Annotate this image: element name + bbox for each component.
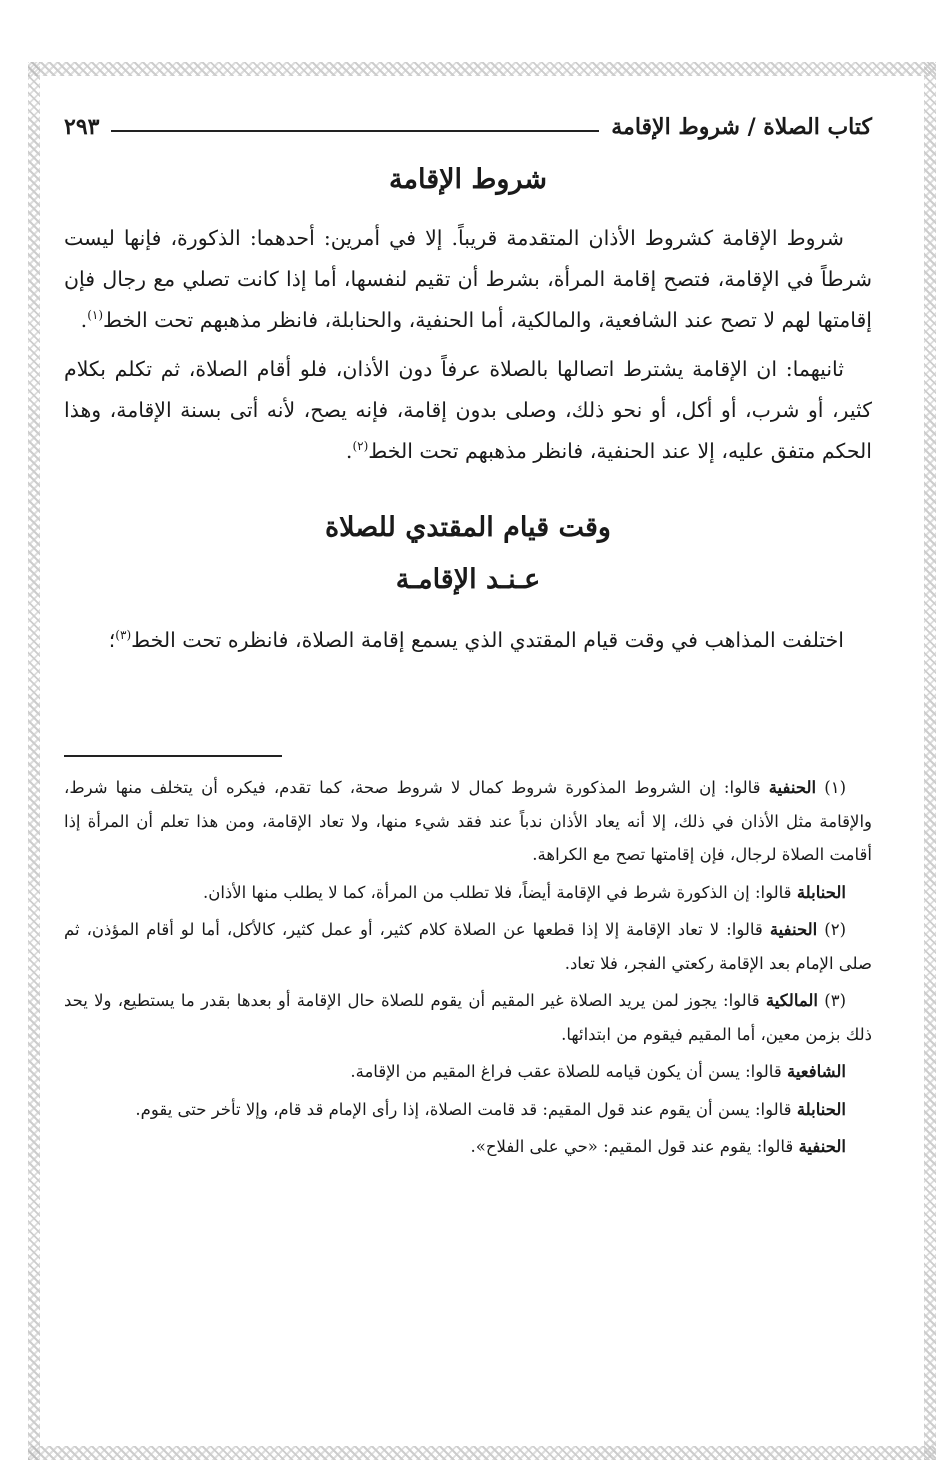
running-header: [64, 100, 872, 140]
footnote-number: (٢): [824, 920, 847, 939]
footnote-school: المالكية: [765, 991, 819, 1010]
header-rule: [111, 130, 599, 132]
footnote: [64, 771, 872, 872]
paragraph-end: ؛: [108, 628, 116, 652]
footnote-text: قالوا: يسن أن يقوم عند قول المقيم: قد قامت الصلاة، إذا رأى الإمام قد قام، وإلا تأخر حتى يقوم.: [135, 1099, 792, 1119]
decorative-border-right: [924, 62, 936, 1460]
footnote-school: الشافعية: [786, 1062, 846, 1081]
footnote-ref[interactable]: (٢): [352, 439, 369, 454]
paragraph-conditions-2: ثانيهما: ان الإقامة يشترط اتصالها بالصلاة عرفاً دون الأذان، فلو أقام الصلاة، ثم تكلم بكلام كثير، أو شرب، أو أكل، أو نحو ذلك، وصلى بدون إقامة، فإنه يصح، لأنه أتى بسنة الإقامة، وهذا الحكم متفق عليه، إلا عند الحنفية، فانظر مذهبهم تحت الخط$^{(٢)}$.: [64, 357, 872, 463]
paragraph-text: شروط الإقامة كشروط الأذان المتقدمة قريباً. إلا في أمرين: أحدهما: الذكورة، فإنها ليست شرطاً في الإقامة، فتصح إقامة المرأة، بشرط أن تقيم لنفسها، أما إذا كانت تصلي مع رجال فإن إقامتها لهم لا تصح عند الشافعية، والمالكية، أما الحنفية، والحنابلة، فانظر مذهبهم تحت الخط: [64, 226, 872, 332]
footnote-text: قالوا: إن الشروط المذكورة شروط كمال لا شروط صحة، كما تقدم، فيكره أن يتخلف منها شرط، والإقامة مثل الأذان في ذلك، إلا أنه يعاد الأذان ندباً عند فقد شيء منها، ولا تعاد الإقامة، ومن هذا تعلم أن المرأة إذا أقامت الصلاة لرجال، فإن إقامتها تصح مع الكراهة.: [64, 778, 872, 864]
footnote-separator: [64, 755, 282, 757]
footnote-ref[interactable]: (٣): [115, 628, 132, 643]
section-subtitle-standing-time: عـنـد الإقامـة: [395, 564, 541, 595]
decorative-border-left: [28, 62, 40, 1460]
footnote: [64, 1093, 872, 1127]
footnote-school: الحنابلة: [796, 882, 846, 902]
footnote: [64, 1130, 872, 1164]
footnote-number: (٣): [824, 991, 847, 1010]
paragraph-text: اختلفت المذاهب في وقت قيام المقتدي الذي يسمع إقامة الصلاة، فانظره تحت الخط: [131, 628, 844, 652]
footnote-text: قالوا: إن الذكورة شرط في الإقامة أيضاً، فلا تطلب من المرأة، كما لا يطلب منها الأذان.: [202, 882, 792, 902]
footnote-school: الحنابلة: [796, 1099, 846, 1119]
footnote-text: قالوا: يسن أن يكون قيامه للصلاة عقب فراغ المقيم من الإقامة.: [350, 1062, 782, 1081]
decorative-border-bottom: [28, 1446, 936, 1460]
book-page: [64, 100, 872, 1164]
footnotes: [64, 771, 872, 1164]
footnote-text: قالوا: يجوز لمن يريد الصلاة غير المقيم أن يقوم للصلاة حال الإقامة أو بعدها بقدر ما يستطيع، ولا يحد ذلك بزمن معين، أما المقيم فيقوم من ابتدائها.: [64, 991, 872, 1044]
footnote-school: الحنفية: [769, 920, 818, 939]
footnote: [64, 913, 872, 980]
footnote-school: الحنفية: [798, 1137, 846, 1156]
footnote: [64, 984, 872, 1051]
page-number: ٢٩٣: [64, 114, 100, 140]
footnote-school: الحنفية: [768, 778, 817, 797]
section-title-standing-time: وقت قيام المقتدي للصلاة: [325, 512, 611, 543]
paragraph-conditions-1: شروط الإقامة كشروط الأذان المتقدمة قريباً. إلا في أمرين: أحدهما: الذكورة، فإنها ليست شرطاً في الإقامة، فتصح إقامة المرأة، بشرط أن تقيم لنفسها، أما إذا كانت تصلي مع رجال فإن إقامتها لهم لا تصح عند الشافعية، والمالكية، أما الحنفية، والحنابلة، فانظر مذهبهم تحت الخط$^{(١)}$.: [64, 226, 872, 332]
footnote-text: قالوا: لا تعاد الإقامة إلا إذا قطعها عن الصلاة كلام كثير، أو عمل كثير، كالأكل، أما لو أقام المؤذن، ثم صلى الإمام بعد الإقامة ركعتي الفجر، فلا تعاد.: [64, 920, 872, 973]
footnote-ref[interactable]: (١): [87, 308, 104, 323]
decorative-border-top: [28, 62, 936, 76]
paragraph-standing-time: [64, 620, 872, 661]
footnote: [64, 876, 872, 910]
paragraph-text: ثانيهما: ان الإقامة يشترط اتصالها بالصلاة عرفاً دون الأذان، فلو أقام الصلاة، ثم تكلم بكلام كثير، أو شرب، أو أكل، أو نحو ذلك، وصلى بدون إقامة، فإنه يصح، لأنه أتى بسنة الإقامة، وهذا الحكم متفق عليه، إلا عند الحنفية، فانظر مذهبهم تحت الخط: [64, 357, 872, 463]
section-title-conditions: شروط الإقامة: [389, 164, 547, 195]
footnote: [64, 1055, 872, 1089]
footnote-number: (١): [824, 778, 846, 797]
running-title: كتاب الصلاة / شروط الإقامة: [611, 114, 872, 140]
footnote-text: قالوا: يقوم عند قول المقيم: «حي على الفلاح».: [470, 1137, 794, 1156]
